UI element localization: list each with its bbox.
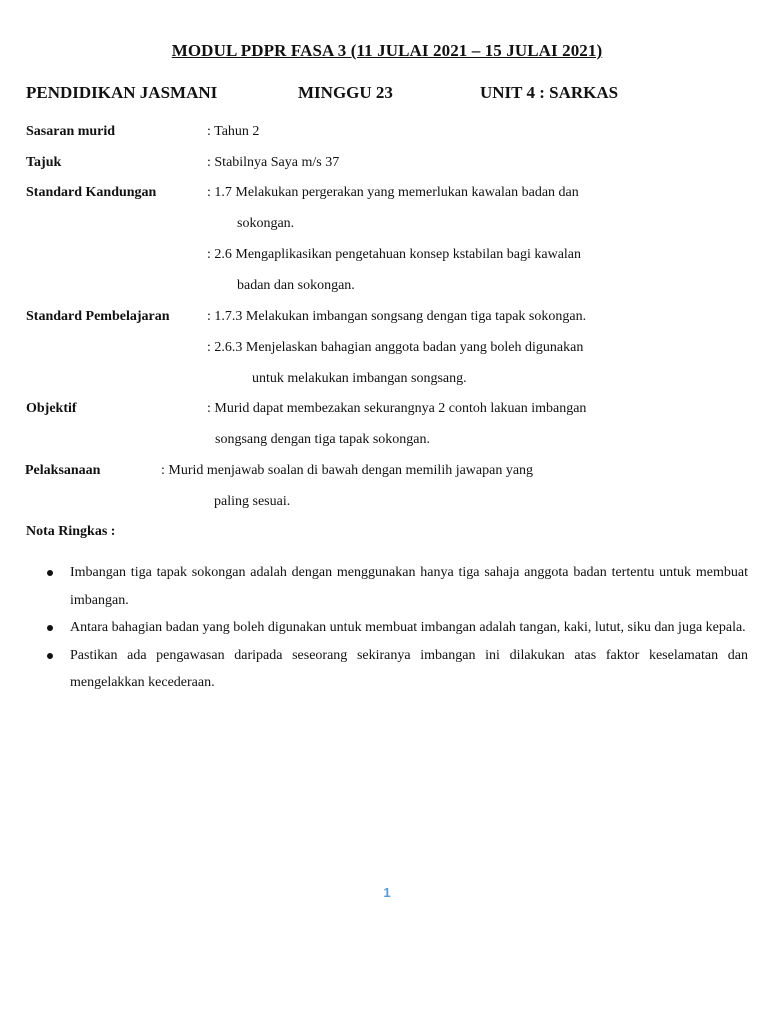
list-item xyxy=(26,614,748,642)
subject-heading: PENDIDIKAN JASMANI xyxy=(26,83,218,102)
nota-list xyxy=(26,559,748,697)
objektif-value-cont: songsang dengan tiga tapak sokongan. xyxy=(215,432,431,447)
standard-pembelajaran-2: : 2.6.3 Menjelaskan bahagian anggota badan yang boleh digunakan xyxy=(207,340,584,355)
page-number: 1 xyxy=(383,885,391,900)
list-item xyxy=(26,559,748,614)
standard-kandungan-1: : 1.7 Melakukan pergerakan yang memerlukan kawalan badan dan xyxy=(207,185,579,200)
bullet-icon xyxy=(47,570,53,576)
bullet-icon xyxy=(47,653,53,659)
sasaran-value: : Tahun 2 xyxy=(207,124,260,139)
standard-kandungan-2: : 2.6 Mengaplikasikan pengetahuan konsep kstabilan bagi kawalan xyxy=(207,247,582,262)
standard-kandungan-1-cont: sokongan. xyxy=(237,216,295,231)
pelaksanaan-value: : Murid menjawab soalan di bawah dengan memilih jawapan yang xyxy=(161,463,534,478)
bullet-icon xyxy=(47,625,53,631)
standard-kandungan-label: Standard Kandungan xyxy=(26,185,157,200)
pelaksanaan-value-cont: paling sesuai. xyxy=(214,494,291,509)
standard-pembelajaran-label: Standard Pembelajaran xyxy=(26,309,170,324)
tajuk-value: : Stabilnya Saya m/s 37 xyxy=(207,155,340,170)
list-item-text: Antara bahagian badan yang boleh digunakan untuk membuat imbangan adalah tangan, kaki, lutut, siku dan juga kepala. xyxy=(70,620,746,635)
list-item-text: Pastikan ada pengawasan daripada seseorang sekiranya imbangan ini dilakukan atas faktor keselamatan dan mengelakkan kecederaan. xyxy=(70,647,748,690)
pelaksanaan-label: Pelaksanaan xyxy=(25,463,101,478)
standard-kandungan-2-cont: badan dan sokongan. xyxy=(237,278,355,293)
module-title: MODUL PDPR FASA 3 (11 JULAI 2021 – 15 JULAI 2021) xyxy=(171,41,603,60)
unit-heading: UNIT 4 : SARKAS xyxy=(480,83,619,102)
objektif-value: : Murid dapat membezakan sekurangnya 2 contoh lakuan imbangan xyxy=(207,401,587,416)
list-item-text: Imbangan tiga tapak sokongan adalah dengan menggunakan hanya tiga sahaja anggota badan tertentu untuk membuat imbangan. xyxy=(70,565,748,608)
objektif-label: Objektif xyxy=(26,401,77,416)
standard-pembelajaran-2-cont: untuk melakukan imbangan songsang. xyxy=(252,371,467,386)
standard-pembelajaran-1: : 1.7.3 Melakukan imbangan songsang dengan tiga tapak sokongan. xyxy=(207,309,587,324)
week-heading: MINGGU 23 xyxy=(298,83,393,102)
tajuk-label: Tajuk xyxy=(26,155,62,170)
list-item xyxy=(26,642,748,697)
sasaran-label: Sasaran murid xyxy=(26,124,116,139)
nota-ringkas-title: Nota Ringkas : xyxy=(26,524,116,539)
